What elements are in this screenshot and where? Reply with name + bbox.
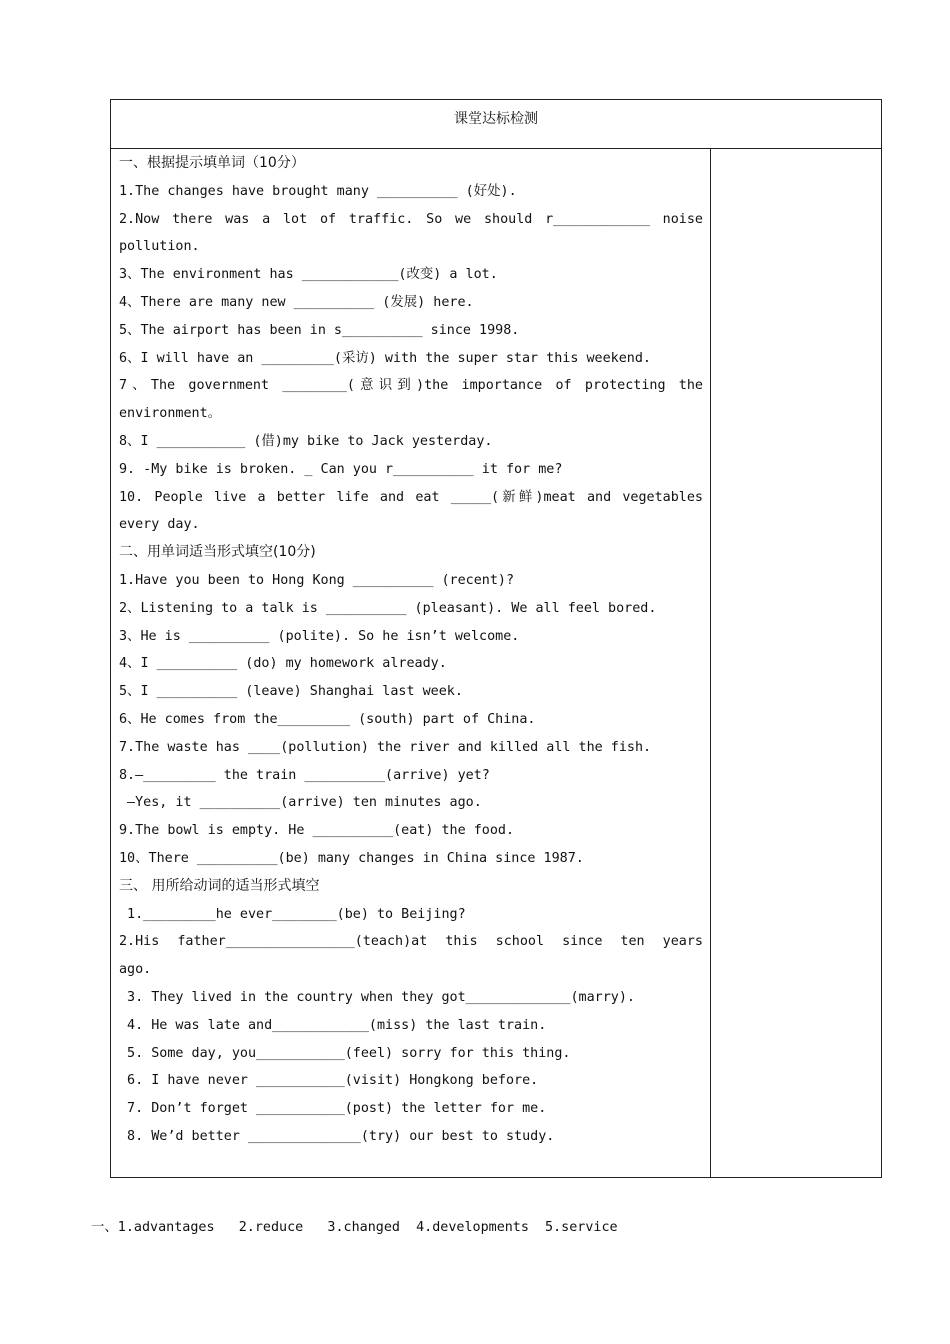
exercise-line: 8. We’d better ______________(try) our best to study.: [119, 1128, 555, 1144]
exercise-line: 4、There are many new __________ (发展) here.: [119, 294, 474, 310]
exercise-line: —Yes, it __________(arrive) ten minutes ago.: [119, 795, 482, 811]
exercise-line: 6、He comes from the_________ (south) part of China.: [119, 711, 536, 727]
exercise-line: 7、The government ________(意识到)the importance of protecting the: [119, 378, 703, 394]
exercise-line: 3、The environment has ____________(改变) a lot.: [119, 267, 498, 283]
exercise-line: 4、I __________ (do) my homework already.: [119, 656, 447, 672]
exercise-line: 6. I have never ___________(visit) Hongkong before.: [119, 1073, 539, 1089]
exercise-line: 6、I will have an _________(采访) with the super star this weekend.: [119, 350, 651, 366]
answer-key: 一、1.advantages 2.reduce 3.changed 4.developments 5.service: [91, 1220, 618, 1235]
exercise-line: 10. People live a better life and eat _____(新鲜)meat and vegetables: [119, 489, 703, 505]
exercise-line: 5、The airport has been in s__________ since 1998.: [119, 322, 520, 338]
exercise-line: 1.Have you been to Hong Kong __________ (recent)?: [119, 572, 515, 588]
exercise-line: environment。: [119, 406, 222, 422]
exercise-line: 9.The bowl is empty. He __________(eat) the food.: [119, 823, 515, 839]
exercise-line: pollution.: [119, 239, 200, 255]
exercise-line: 1._________he ever________(be) to Beijing?: [119, 906, 466, 922]
exercise-line: 10、There __________(be) many changes in China since 1987.: [119, 850, 584, 866]
exercise-line: 5、I __________ (leave) Shanghai last week.: [119, 684, 463, 700]
exercise-line: 9. -My bike is broken. _ Can you r__________ it for me?: [119, 461, 563, 477]
column-divider: [710, 149, 711, 1178]
exercise-content: [119, 150, 703, 1151]
exercise-line: every day.: [119, 517, 200, 533]
exercise-line: 4. He was late and____________(miss) the last train.: [119, 1017, 547, 1033]
exercise-line: 7. Don’t forget ___________(post) the letter for me.: [119, 1101, 547, 1117]
exercise-line: 5. Some day, you___________(feel) sorry for this thing.: [119, 1045, 571, 1061]
exercise-line: 2、Listening to a talk is __________ (pleasant). We all feel bored.: [119, 600, 657, 616]
exercise-line: 2.Now there was a lot of traffic. So we should r____________ noise: [119, 211, 703, 227]
exercise-line: 8.—_________ the train __________(arrive) yet?: [119, 767, 490, 783]
section-heading: 一、根据提示填单词（10分）: [119, 155, 305, 171]
section-heading: 三、 用所给动词的适当形式填空: [119, 877, 320, 894]
exercise-line: 3、He is __________ (polite). So he isn’t welcome.: [119, 628, 520, 644]
exercise-line: 2.His father________________(teach)at this school since ten years: [119, 934, 703, 950]
section-heading: 二、用单词适当形式填空(10分): [119, 544, 316, 561]
worksheet-table: [110, 99, 882, 1178]
exercise-line: ago.: [119, 962, 152, 978]
exercise-line: 1.The changes have brought many __________ (好处).: [119, 183, 517, 199]
exercise-line: 7.The waste has ____(pollution) the river and killed all the fish.: [119, 739, 652, 755]
worksheet-title: 课堂达标检测: [111, 100, 881, 149]
exercise-line: 3. They lived in the country when they got_____________(marry).: [119, 989, 635, 1005]
exercise-line: 8、I ___________ (借)my bike to Jack yesterday.: [119, 433, 493, 449]
